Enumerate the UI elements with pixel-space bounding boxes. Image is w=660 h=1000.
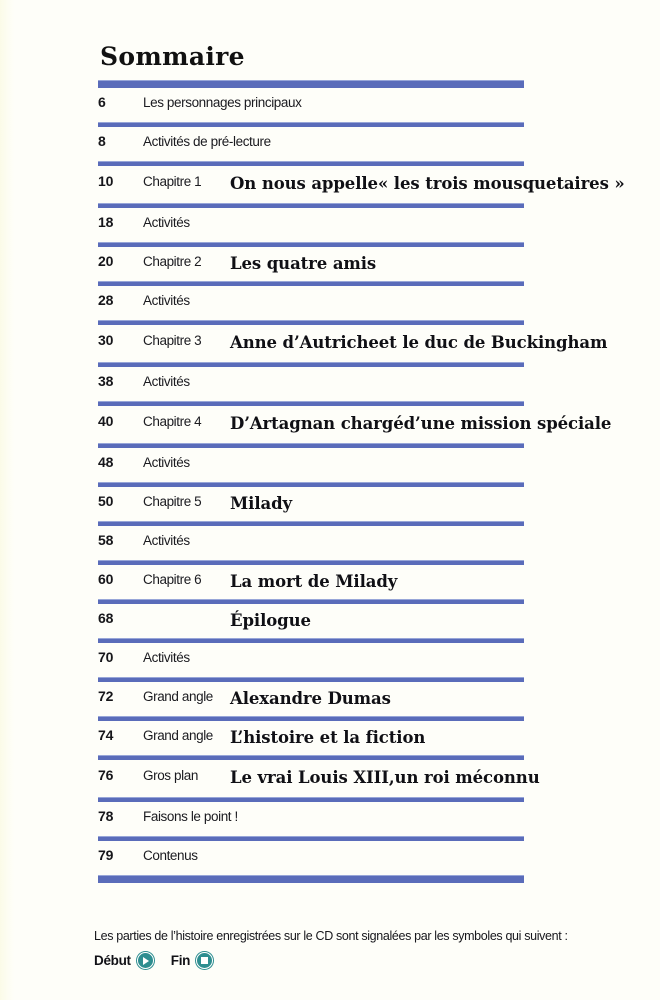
toc-entry-title-cell bbox=[230, 726, 524, 750]
toc-entry-kind: Activités bbox=[143, 650, 190, 665]
toc-row[interactable] bbox=[98, 802, 524, 836]
cd-legend bbox=[94, 952, 534, 969]
toc-page-number: 28 bbox=[98, 292, 114, 308]
toc-entry-kind: Gros plan bbox=[143, 768, 198, 783]
toc-page-number: 48 bbox=[98, 454, 114, 470]
toc-entry-title: On nous appelle bbox=[230, 174, 378, 193]
toc-page-number: 20 bbox=[98, 253, 114, 269]
toc-entry-kind: Chapitre 2 bbox=[143, 254, 202, 269]
toc-row[interactable] bbox=[98, 565, 524, 599]
toc-entry-title: L’histoire et la fiction bbox=[230, 728, 426, 747]
toc-page-number: 10 bbox=[98, 173, 114, 189]
toc-row[interactable] bbox=[98, 286, 524, 320]
toc-entry-title-cell bbox=[230, 331, 607, 355]
toc-content bbox=[98, 42, 625, 883]
toc-entry-title: La mort de Milady bbox=[230, 572, 398, 591]
toc-entry-title: Alexandre Dumas bbox=[230, 689, 391, 708]
stop-circle-icon bbox=[196, 952, 213, 969]
toc-entry-title-cell bbox=[230, 609, 524, 633]
toc-entry-kind: Contenus bbox=[143, 848, 198, 863]
cd-legend-item bbox=[94, 952, 154, 969]
toc-entry-title: Les quatre amis bbox=[230, 254, 377, 273]
toc-entry-title: Le vrai Louis XIII, bbox=[230, 768, 395, 787]
toc-row[interactable] bbox=[98, 448, 524, 482]
toc-row[interactable] bbox=[98, 247, 524, 281]
toc-entry-title-cell bbox=[230, 252, 524, 276]
toc-row[interactable] bbox=[98, 721, 524, 755]
cd-legend-label: Fin bbox=[170, 953, 191, 968]
toc-page-number: 30 bbox=[98, 332, 114, 348]
play-circle-icon-glyph bbox=[143, 957, 149, 965]
toc-entry-kind: Chapitre 3 bbox=[143, 333, 202, 348]
toc-row[interactable] bbox=[98, 760, 540, 797]
toc-entry-title-line2: d’une mission spéciale bbox=[403, 414, 612, 433]
toc-entry-kind: Grand angle bbox=[143, 728, 213, 743]
toc-row[interactable] bbox=[98, 127, 524, 161]
cd-legend-item bbox=[171, 952, 213, 969]
toc-entry-title: Anne d’Autriche bbox=[230, 333, 379, 352]
toc-row[interactable] bbox=[98, 643, 524, 677]
toc-page-number: 78 bbox=[98, 808, 114, 824]
toc-page-number: 70 bbox=[98, 649, 114, 665]
toc-entry-kind: Activités bbox=[143, 374, 190, 389]
toc-entry-kind: Chapitre 1 bbox=[143, 174, 202, 189]
toc-row[interactable] bbox=[98, 88, 524, 122]
toc-page-number: 8 bbox=[98, 133, 106, 149]
toc-entry-kind: Activités bbox=[143, 215, 190, 230]
toc-page-number: 68 bbox=[98, 610, 114, 626]
toc-entry-title-line2: et le duc de Buckingham bbox=[378, 333, 608, 352]
toc-entry-title: D’Artagnan chargé bbox=[230, 414, 404, 433]
toc-entry-title-cell bbox=[230, 687, 524, 711]
stop-circle-icon-glyph bbox=[201, 957, 208, 964]
toc-entry-kind: Chapitre 6 bbox=[143, 572, 202, 587]
toc-page-number: 6 bbox=[98, 94, 106, 110]
cd-legend-label: Début bbox=[94, 953, 131, 968]
toc-entry-kind: Chapitre 5 bbox=[143, 494, 202, 509]
toc-row[interactable] bbox=[98, 367, 524, 401]
toc-page-number: 40 bbox=[98, 413, 114, 429]
toc-entry-title-cell bbox=[230, 492, 524, 516]
toc-entry-title-cell bbox=[230, 412, 611, 436]
toc-entry-kind: Grand angle bbox=[143, 689, 213, 704]
toc-entry-kind: Chapitre 4 bbox=[143, 414, 202, 429]
closing-rule bbox=[98, 875, 524, 883]
toc-list bbox=[98, 88, 625, 883]
toc-entry-kind: Activités bbox=[143, 293, 190, 308]
toc-page-number: 38 bbox=[98, 373, 114, 389]
toc-entry-kind: Activités de pré-lecture bbox=[143, 134, 271, 149]
title-rule bbox=[98, 80, 524, 88]
toc-entry-title: Milady bbox=[230, 494, 293, 513]
toc-row[interactable] bbox=[98, 325, 608, 362]
toc-entry-title: Épilogue bbox=[230, 611, 311, 630]
toc-row[interactable] bbox=[98, 841, 524, 875]
footer bbox=[94, 928, 568, 969]
toc-page-number: 58 bbox=[98, 532, 114, 548]
toc-entry-title-line2: « les trois mousquetaires » bbox=[377, 174, 625, 193]
page-title: Sommaire bbox=[100, 42, 245, 71]
toc-row[interactable] bbox=[98, 406, 612, 443]
footer-note: Les parties de l’histoire enregistrées sur le CD sont signalées par les symboles qui suivent : bbox=[94, 929, 568, 943]
toc-entry-title-cell bbox=[230, 172, 625, 196]
toc-row[interactable] bbox=[98, 604, 524, 638]
toc-entry-title-line2: un roi méconnu bbox=[394, 768, 540, 787]
toc-row[interactable] bbox=[98, 682, 524, 716]
toc-row[interactable] bbox=[98, 166, 625, 203]
toc-entry-kind: Activités bbox=[143, 533, 190, 548]
toc-page-number: 72 bbox=[98, 688, 114, 704]
toc-row[interactable] bbox=[98, 487, 524, 521]
play-circle-icon bbox=[137, 952, 154, 969]
toc-page-number: 50 bbox=[98, 493, 114, 509]
toc-page-number: 60 bbox=[98, 571, 114, 587]
toc-entry-kind: Les personnages principaux bbox=[143, 95, 302, 110]
toc-row[interactable] bbox=[98, 208, 524, 242]
toc-entry-kind: Faisons le point ! bbox=[143, 809, 238, 824]
toc-page-number: 74 bbox=[98, 727, 114, 743]
toc-row[interactable] bbox=[98, 526, 524, 560]
toc-page-number: 76 bbox=[98, 767, 114, 783]
toc-page-number: 79 bbox=[98, 847, 114, 863]
toc-entry-title-cell bbox=[230, 570, 524, 594]
toc-entry-kind: Activités bbox=[143, 455, 190, 470]
toc-page-number: 18 bbox=[98, 214, 114, 230]
toc-entry-title-cell bbox=[230, 766, 540, 790]
